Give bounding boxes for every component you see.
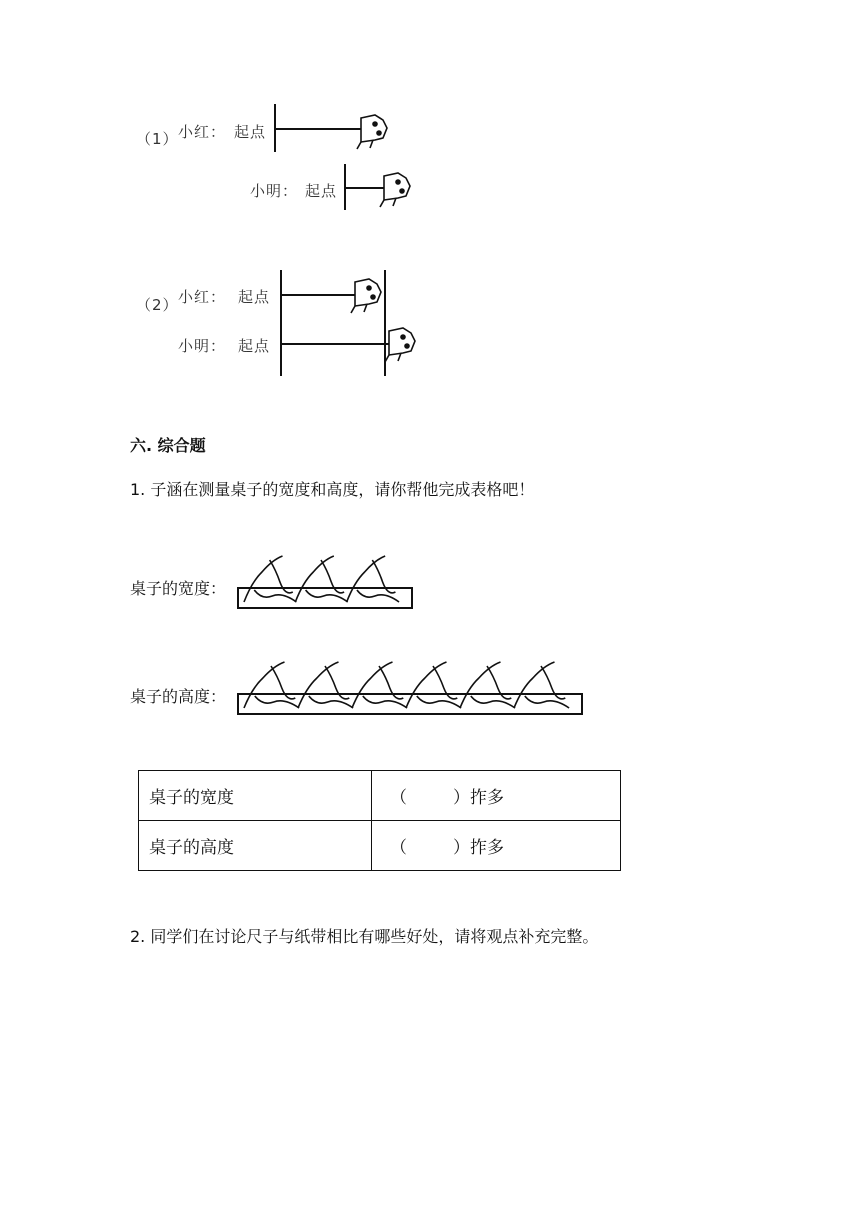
- table-cell-answer[interactable]: （ ）拃多: [372, 771, 621, 821]
- question-1: 1. 子涵在测量桌子的宽度和高度，请你帮他完成表格吧！: [130, 480, 535, 499]
- table-row: [139, 771, 621, 821]
- distance-line: [281, 294, 359, 296]
- desk-height-label: 桌子的高度：: [130, 687, 227, 706]
- answer-table: [138, 770, 621, 871]
- desk-board: [238, 694, 582, 714]
- distance-line: [275, 128, 363, 130]
- start-label: 起点: [238, 288, 271, 306]
- part-number: （2）: [136, 296, 179, 314]
- question-2: 2. 同学们在讨论尺子与纸带相比有哪些好处，请将观点补充完整。: [130, 927, 599, 946]
- start-label: 起点: [234, 123, 267, 141]
- bug-icon: [355, 112, 389, 152]
- row-name-xiaohong: 小红：: [178, 123, 227, 141]
- table-row: [139, 821, 621, 871]
- desk-width-label: 桌子的宽度：: [130, 579, 227, 598]
- start-line: [280, 270, 282, 376]
- table-cell-item: 桌子的宽度: [139, 771, 372, 821]
- start-label: 起点: [305, 182, 338, 200]
- desk-width-hand-span-illustration: [236, 552, 416, 616]
- distance-line: [281, 343, 391, 345]
- section-heading: 六. 综合题: [130, 436, 206, 455]
- table-cell-item: 桌子的高度: [139, 821, 372, 871]
- part-number: （1）: [136, 130, 179, 148]
- bug-icon: [383, 325, 417, 365]
- desk-board: [238, 588, 412, 608]
- bug-icon: [349, 276, 383, 316]
- bug-icon: [378, 170, 412, 210]
- row-name-xiaoming: 小明：: [178, 337, 227, 355]
- row-name-xiaoming: 小明：: [250, 182, 299, 200]
- desk-height-hand-span-illustration: [236, 658, 586, 722]
- table-cell-answer[interactable]: （ ）拃多: [372, 821, 621, 871]
- start-label: 起点: [238, 337, 271, 355]
- row-name-xiaohong: 小红：: [178, 288, 227, 306]
